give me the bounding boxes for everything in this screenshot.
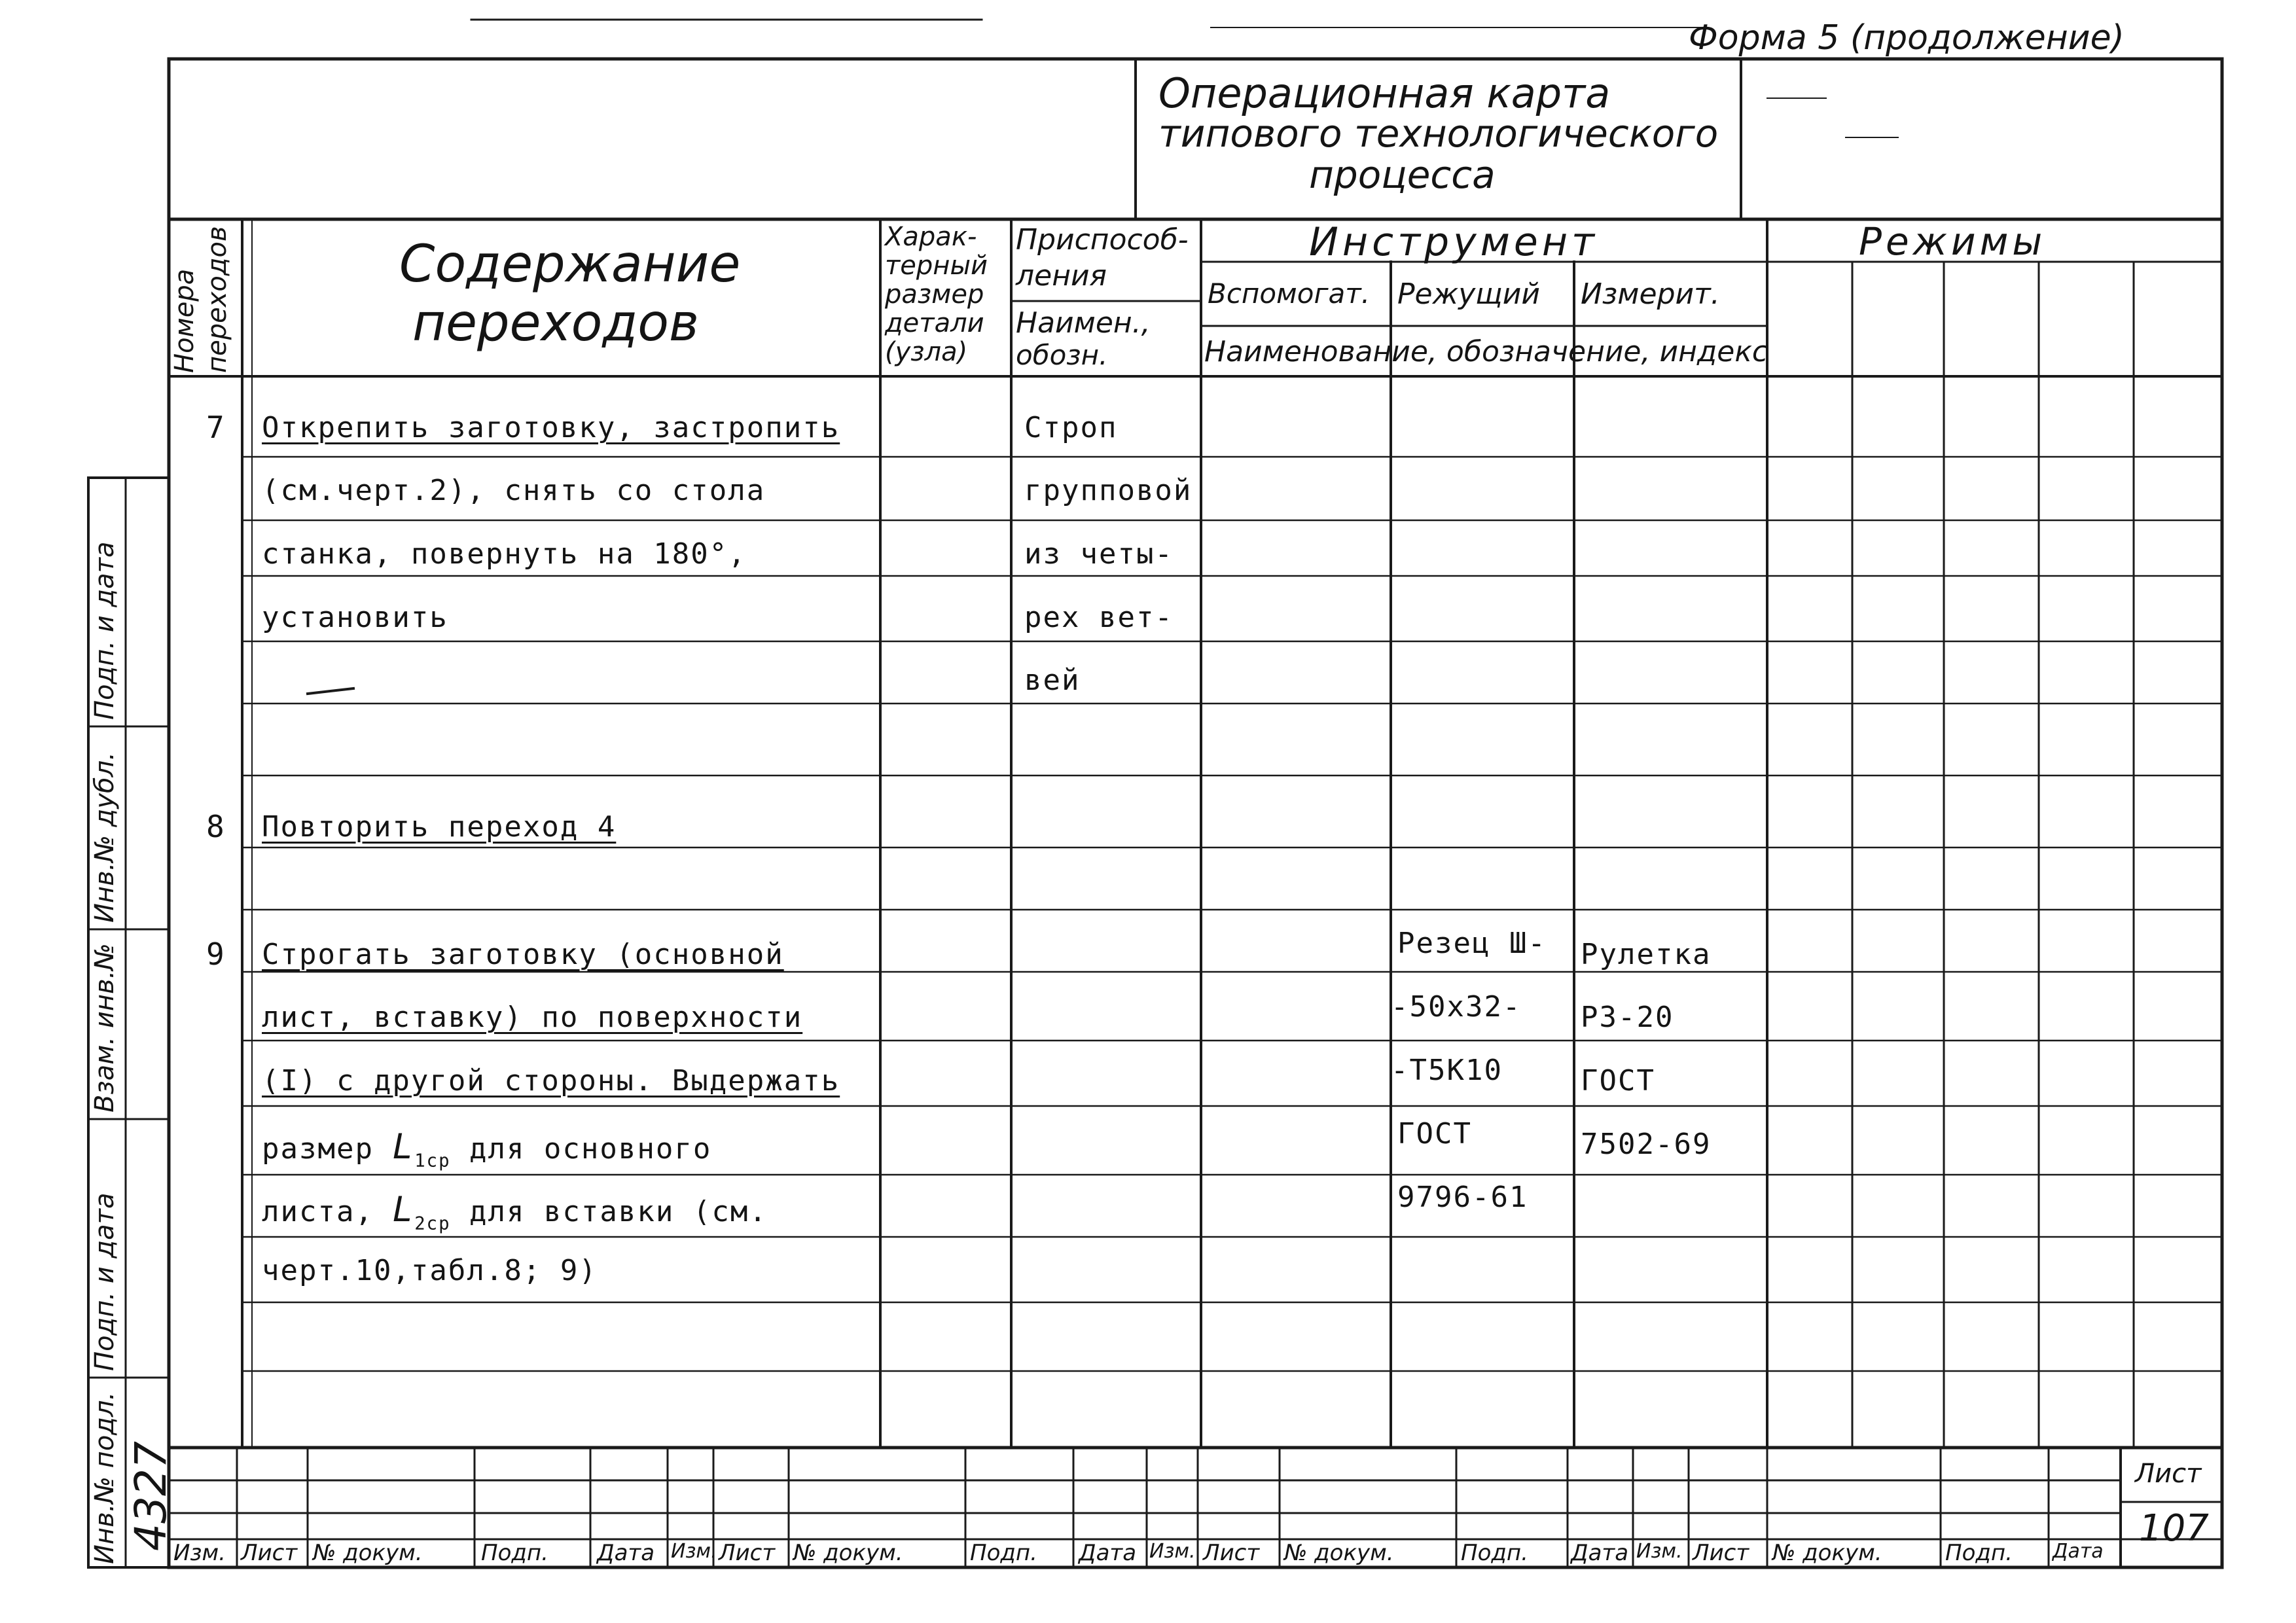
header-content-2: переходов xyxy=(412,294,699,353)
header-step-number-1: Номера xyxy=(170,268,200,373)
header-step-number-2: переходов xyxy=(202,226,232,373)
footer-label: № докум. xyxy=(1772,1540,1882,1566)
step-line: черт.10,табл.8; 9) xyxy=(262,1254,598,1287)
step-number: 7 xyxy=(206,410,226,445)
header-char-size-4: детали xyxy=(885,308,984,338)
fixture-line: групповой xyxy=(1024,474,1193,507)
side-label-sign-date-2: Подп. и дата xyxy=(90,541,120,720)
step-line: размер $L_{1ср}$ для основного xyxy=(262,1127,712,1171)
footer-label: Изм. xyxy=(1636,1540,1683,1563)
header-tool-name-index: Наименование, обозначение, индекс xyxy=(1204,335,1768,368)
header-modes: Режимы xyxy=(1859,219,2047,264)
header-char-size-3: размер xyxy=(885,279,984,310)
cutting-tool-line: 9796-61 xyxy=(1397,1181,1528,1214)
fixture-line: Строп xyxy=(1024,411,1118,444)
header-fixtures-1: Приспособ- xyxy=(1016,223,1189,257)
header-char-size-1: Харак- xyxy=(885,222,977,252)
sheet-number: 107 xyxy=(2139,1507,2209,1550)
header-content-1: Содержание xyxy=(399,235,741,294)
footer-label: Дата xyxy=(2053,1540,2104,1563)
header-char-size-5: (узла) xyxy=(885,337,968,367)
header-fixtures-name-2: обозн. xyxy=(1016,339,1108,371)
step-number: 9 xyxy=(206,936,226,972)
fixture-line: вей xyxy=(1024,664,1081,697)
header-tool: Инструмент xyxy=(1309,219,1599,265)
cutting-tool-line: -50х32- xyxy=(1391,990,1522,1024)
form-note: Форма 5 (продолжение) xyxy=(1689,18,2125,58)
footer-label: № докум. xyxy=(1284,1540,1394,1566)
measuring-tool-line: Р3-20 xyxy=(1581,1001,1674,1034)
step-line: станка, повернуть на 180°, xyxy=(262,537,747,571)
footer-label: Дата xyxy=(1079,1540,1137,1566)
footer-label: Лист xyxy=(241,1540,298,1566)
footer-label: № докум. xyxy=(793,1540,903,1566)
card-title-line-1: Операционная карта xyxy=(1158,69,1611,117)
step-line: (см.черт.2), снять со стола xyxy=(262,474,766,507)
fixture-line: из четы- xyxy=(1024,537,1174,571)
footer-label: Дата xyxy=(597,1540,655,1566)
side-label-sign-date: Подп. и дата xyxy=(90,1192,120,1371)
header-tool-measuring: Измерит. xyxy=(1581,277,1720,311)
footer-label: Подп. xyxy=(481,1540,548,1566)
step-line: Открепить заготовку, застропить xyxy=(262,411,840,444)
cutting-tool-line: ГОСТ xyxy=(1397,1117,1472,1150)
sheet-label: Лист xyxy=(2135,1459,2202,1489)
footer-label: № докум. xyxy=(313,1540,423,1566)
header-fixtures-name-1: Наимен., xyxy=(1016,306,1151,340)
measuring-tool-line: ГОСТ xyxy=(1581,1064,1655,1097)
step-line: листа, $L_{2ср}$ для вставки (см. xyxy=(262,1190,768,1234)
card-title-line-2: типового технологического xyxy=(1158,111,1719,156)
footer-label: Лист xyxy=(1203,1540,1260,1566)
header-fixtures-2: ления xyxy=(1016,259,1107,293)
step-line: (I) с другой стороны. Выдержать xyxy=(262,1064,840,1097)
cutting-tool-line: Резец Ш- xyxy=(1397,927,1547,960)
footer-label: Изм. xyxy=(1149,1540,1196,1563)
cutting-tool-line: -Т5К10 xyxy=(1391,1054,1503,1087)
card-title-line-3: процесса xyxy=(1309,152,1496,197)
footer-label: Изм. xyxy=(671,1540,717,1563)
header-tool-cut: Режущий xyxy=(1397,277,1540,311)
measuring-tool-line: Рулетка xyxy=(1581,938,1712,971)
footer-label: Подп. xyxy=(970,1540,1037,1566)
step-line: лист, вставку) по поверхности xyxy=(262,1001,803,1034)
step-number: 8 xyxy=(206,809,226,844)
footer-label: Подп. xyxy=(1945,1540,2013,1566)
footer-label: Изм. xyxy=(173,1540,226,1566)
footer-label: Подп. xyxy=(1461,1540,1528,1566)
side-label-inv-original: Инв.№ подл. xyxy=(90,1391,120,1564)
fixture-line: рех вет- xyxy=(1024,601,1174,634)
side-label-inv-duplicate: Инв.№ дубл. xyxy=(90,752,120,923)
step-line: установить xyxy=(262,601,448,634)
side-label-replacement-inv: Взам. инв.№ xyxy=(90,943,120,1113)
step-line: Повторить переход 4 xyxy=(262,810,617,844)
header-tool-aux: Вспомогат. xyxy=(1208,277,1371,310)
footer-label: Дата xyxy=(1571,1540,1629,1566)
step-line: Строгать заготовку (основной xyxy=(262,938,784,971)
footer-label: Лист xyxy=(1693,1540,1749,1566)
measuring-tool-line: 7502-69 xyxy=(1581,1128,1712,1161)
footer-label: Лист xyxy=(719,1540,776,1566)
side-inv-number: 4327 xyxy=(126,1441,176,1551)
header-char-size-2: терный xyxy=(885,251,988,281)
